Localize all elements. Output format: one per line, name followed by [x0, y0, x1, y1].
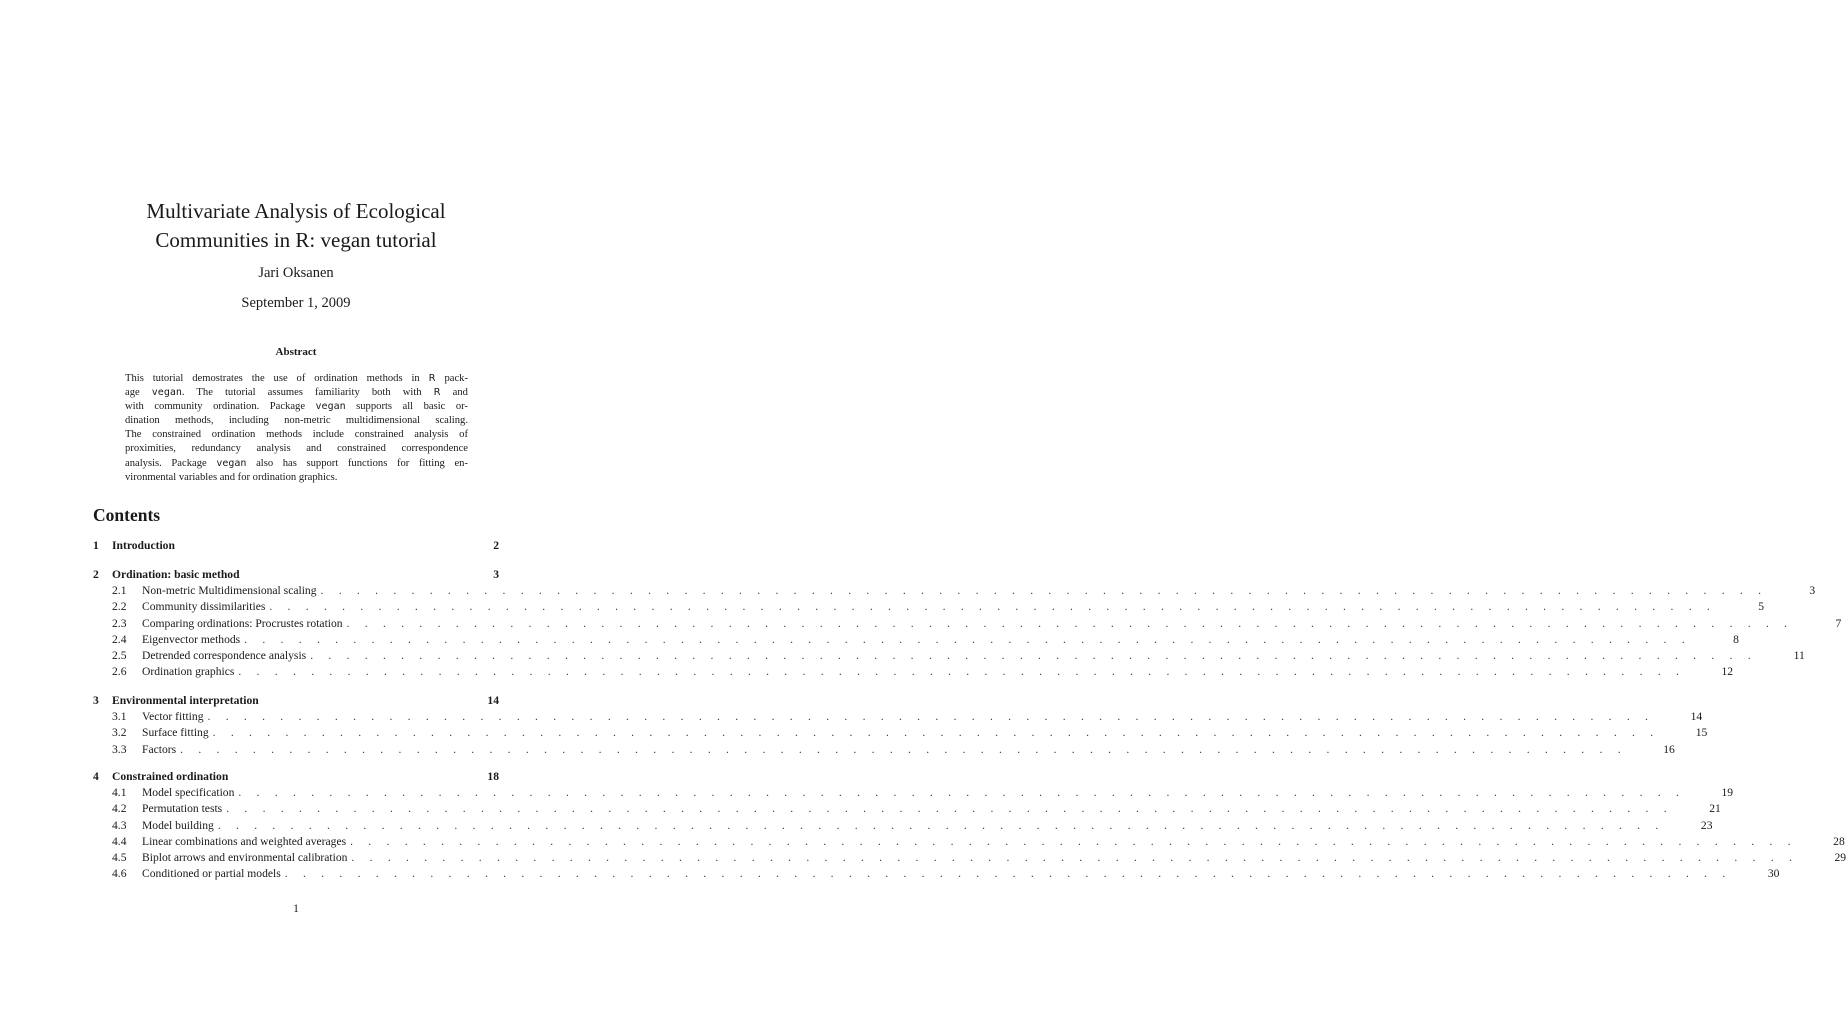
toc-subsection-title: Ordination graphics	[142, 665, 235, 678]
toc-leader-dots: . . . . . . . . . . . . . . . . . . . . . . . . . . . . . . . . . . . . . . . . . . . . . . . . . . . . . . . . . . . . . . . . . . . . . . . . . . . . . . . .	[269, 600, 1717, 613]
toc-subsection-page: 29	[1834, 851, 1846, 864]
toc-subsection-number: 2.6	[112, 665, 127, 678]
toc-subsection-4-6[interactable]	[93, 866, 1780, 881]
toc-leader-dots: . . . . . . . . . . . . . . . . . . . . . . . . . . . . . . . . . . . . . . . . . . . . . . . . . . . . . . . . . . . . . . . . . . . . . . . . . . . . . . . .	[207, 710, 1655, 723]
toc-subsection-title: Community dissimilarities	[142, 600, 266, 613]
toc-subsection-page: 23	[1700, 819, 1713, 832]
toc-leader-dots: . . . . . . . . . . . . . . . . . . . . . . . . . . . . . . . . . . . . . . . . . . . . . . . . . . . . . . . . . . . . . . . . . . . . . . . . . . . . . . . .	[310, 649, 1757, 662]
toc-subsection-title: Comparing ordinations: Procrustes rotation	[142, 617, 343, 630]
toc-subsection-number: 2.5	[112, 649, 127, 662]
toc-section-page: 2	[493, 539, 499, 552]
abstract-line: analysis. Package vegan also has support functions for fitting en-	[125, 457, 468, 469]
toc-subsection-2-3[interactable]	[93, 616, 1842, 631]
abstract-line: This tutorial demostrates the use of ordination methods in R pack-	[125, 373, 468, 384]
toc-section-number: 4	[93, 770, 99, 783]
toc-leader-dots: . . . . . . . . . . . . . . . . . . . . . . . . . . . . . . . . . . . . . . . . . . . . . . . . . . . . . . . . . . . . . . . . . . . . . . . . . . . . . . . .	[284, 867, 1732, 880]
toc-subsection-3-3[interactable]	[93, 742, 1675, 757]
toc-subsection-number: 2.4	[112, 633, 127, 646]
author: Jari Oksanen	[258, 265, 334, 281]
toc-subsection-number: 2.1	[112, 584, 127, 597]
toc-leader-dots: . . . . . . . . . . . . . . . . . . . . . . . . . . . . . . . . . . . . . . . . . . . . . . . . . . . . . . . . . . . . . . . . . . . . . . . . . . . . . . . .	[350, 835, 1797, 848]
toc-subsection-title: Eigenvector methods	[142, 633, 241, 646]
toc-subsection-title: Conditioned or partial models	[142, 867, 281, 880]
toc-section-1[interactable]	[93, 538, 499, 553]
toc-subsection-number: 3.2	[112, 726, 127, 739]
toc-leader-dots: . . . . . . . . . . . . . . . . . . . . . . . . . . . . . . . . . . . . . . . . . . . . . . . . . . . . . . . . . . . . . . . . . . . . . . . . . . . . . . . .	[238, 786, 1686, 799]
toc-subsection-number: 3.3	[112, 743, 127, 756]
toc-subsection-title: Biplot arrows and environmental calibration	[142, 851, 348, 864]
toc-subsection-number: 4.2	[112, 802, 127, 815]
toc-subsection-number: 4.1	[112, 786, 127, 799]
toc-section-title: Introduction	[112, 539, 175, 552]
toc-leader-dots: . . . . . . . . . . . . . . . . . . . . . . . . . . . . . . . . . . . . . . . . . . . . . . . . . . . . . . . . . . . . . . . . . . . . . . . . . . . . . . . .	[226, 802, 1673, 815]
toc-subsection-2-1[interactable]	[93, 583, 1816, 598]
toc-subsection-title: Vector fitting	[142, 710, 204, 723]
toc-section-page: 14	[487, 694, 499, 707]
toc-section-number: 3	[93, 694, 99, 707]
toc-subsection-title: Non-metric Multidimensional scaling	[142, 584, 317, 597]
date: September 1, 2009	[241, 295, 351, 311]
toc-subsection-4-5[interactable]	[93, 850, 1846, 865]
toc-subsection-title: Model specification	[142, 786, 235, 799]
toc-subsection-2-6[interactable]	[93, 664, 1734, 679]
toc-subsection-title: Linear combinations and weighted averages	[142, 835, 347, 848]
toc-subsection-title: Surface fitting	[142, 726, 209, 739]
toc-leader-dots: . . . . . . . . . . . . . . . . . . . . . . . . . . . . . . . . . . . . . . . . . . . . . . . . . . . . . . . . . . . . . . . . . . . . . . . . . . . . . . . .	[320, 584, 1768, 597]
toc-subsection-number: 3.1	[112, 710, 127, 723]
toc-subsection-2-4[interactable]	[93, 632, 1739, 647]
abstract-heading: Abstract	[275, 346, 317, 358]
abstract-line: with community ordination. Package vegan supports all basic or-	[125, 401, 468, 413]
toc-subsection-2-5[interactable]	[93, 648, 1805, 663]
toc-subsection-4-3[interactable]	[93, 818, 1713, 833]
toc-subsection-4-2[interactable]	[93, 801, 1721, 816]
toc-subsection-number: 2.3	[112, 617, 127, 630]
toc-subsection-title: Model building	[142, 819, 214, 832]
toc-subsection-number: 4.4	[112, 835, 127, 848]
toc-section-number: 2	[93, 568, 99, 581]
toc-leader-dots: . . . . . . . . . . . . . . . . . . . . . . . . . . . . . . . . . . . . . . . . . . . . . . . . . . . . . . . . . . . . . . . . . . . . . . . . . . . . . . . .	[217, 819, 1665, 832]
contents-heading: Contents	[93, 505, 161, 525]
toc-subsection-4-4[interactable]	[93, 834, 1845, 849]
toc-subsection-title: Detrended correspondence analysis	[142, 649, 307, 662]
toc-subsection-page: 21	[1709, 802, 1721, 815]
toc-section-page: 3	[493, 568, 499, 581]
toc-section-number: 1	[93, 539, 99, 552]
toc-subsection-number: 4.3	[112, 819, 127, 832]
abstract-line: age vegan. The tutorial assumes familiarity both with R and	[125, 387, 468, 399]
toc-subsection-page: 5	[1758, 600, 1765, 613]
toc-subsection-page: 19	[1721, 786, 1734, 799]
toc-leader-dots: . . . . . . . . . . . . . . . . . . . . . . . . . . . . . . . . . . . . . . . . . . . . . . . . . . . . . . . . . . . . . . . . . . . . . . . . . . . . . . . .	[351, 851, 1799, 864]
toc-section-title: Constrained ordination	[112, 770, 229, 783]
abstract-line: dination methods, including non-metric multidimensional scaling.	[125, 415, 468, 427]
toc-leader-dots: . . . . . . . . . . . . . . . . . . . . . . . . . . . . . . . . . . . . . . . . . . . . . . . . . . . . . . . . . . . . . . . . . . . . . . . . . . . . . . . .	[212, 726, 1660, 739]
toc-subsection-page: 12	[1721, 665, 1734, 678]
toc-leader-dots: . . . . . . . . . . . . . . . . . . . . . . . . . . . . . . . . . . . . . . . . . . . . . . . . . . . . . . . . . . . . . . . . . . . . . . . . . . . . . . . .	[238, 665, 1686, 678]
toc-section-title: Ordination: basic method	[112, 568, 240, 581]
toc-section-title: Environmental interpretation	[112, 694, 259, 707]
toc-subsection-number: 2.2	[112, 600, 127, 613]
toc-subsection-page: 16	[1663, 743, 1675, 756]
toc-subsection-page: 7	[1835, 617, 1842, 630]
title-line-2: Communities in R: vegan tutorial	[155, 228, 437, 252]
abstract-line: vironmental variables and for ordination graphics.	[125, 471, 338, 483]
toc-section-4[interactable]	[93, 769, 499, 784]
toc-subsection-page: 28	[1833, 835, 1845, 848]
toc-subsection-3-1[interactable]	[93, 709, 1703, 724]
toc-subsection-page: 11	[1793, 649, 1805, 662]
toc-section-page: 18	[487, 770, 499, 783]
toc-subsection-page: 14	[1690, 710, 1703, 723]
title-line-1: Multivariate Analysis of Ecological	[146, 199, 446, 223]
toc-subsection-title: Permutation tests	[142, 802, 223, 815]
toc-subsection-page: 30	[1767, 867, 1780, 880]
toc-subsection-3-2[interactable]	[93, 725, 1708, 740]
toc-subsection-page: 8	[1733, 633, 1739, 646]
toc-leader-dots: . . . . . . . . . . . . . . . . . . . . . . . . . . . . . . . . . . . . . . . . . . . . . . . . . . . . . . . . . . . . . . . . . . . . . . . . . . . . . . . .	[180, 743, 1627, 756]
toc-leader-dots: . . . . . . . . . . . . . . . . . . . . . . . . . . . . . . . . . . . . . . . . . . . . . . . . . . . . . . . . . . . . . . . . . . . . . . . . . . . . . . . .	[346, 617, 1794, 630]
toc-subsection-title: Factors	[142, 743, 177, 756]
toc-leader-dots: . . . . . . . . . . . . . . . . . . . . . . . . . . . . . . . . . . . . . . . . . . . . . . . . . . . . . . . . . . . . . . . . . . . . . . . . . . . . . . . .	[244, 633, 1691, 646]
toc-subsection-page: 3	[1809, 584, 1816, 597]
toc-subsection-4-1[interactable]	[93, 785, 1734, 800]
toc-subsection-number: 4.5	[112, 851, 127, 864]
toc-subsection-2-2[interactable]	[93, 599, 1765, 614]
abstract-line: The constrained ordination methods include constrained analysis of	[125, 429, 468, 441]
toc-subsection-page: 15	[1695, 726, 1708, 739]
toc-section-2[interactable]	[93, 567, 499, 582]
page-number: 1	[293, 902, 299, 915]
toc-subsection-number: 4.6	[112, 867, 127, 880]
abstract-line: proximities, redundancy analysis and constrained correspondence	[125, 443, 468, 455]
toc-section-3[interactable]	[93, 693, 499, 708]
